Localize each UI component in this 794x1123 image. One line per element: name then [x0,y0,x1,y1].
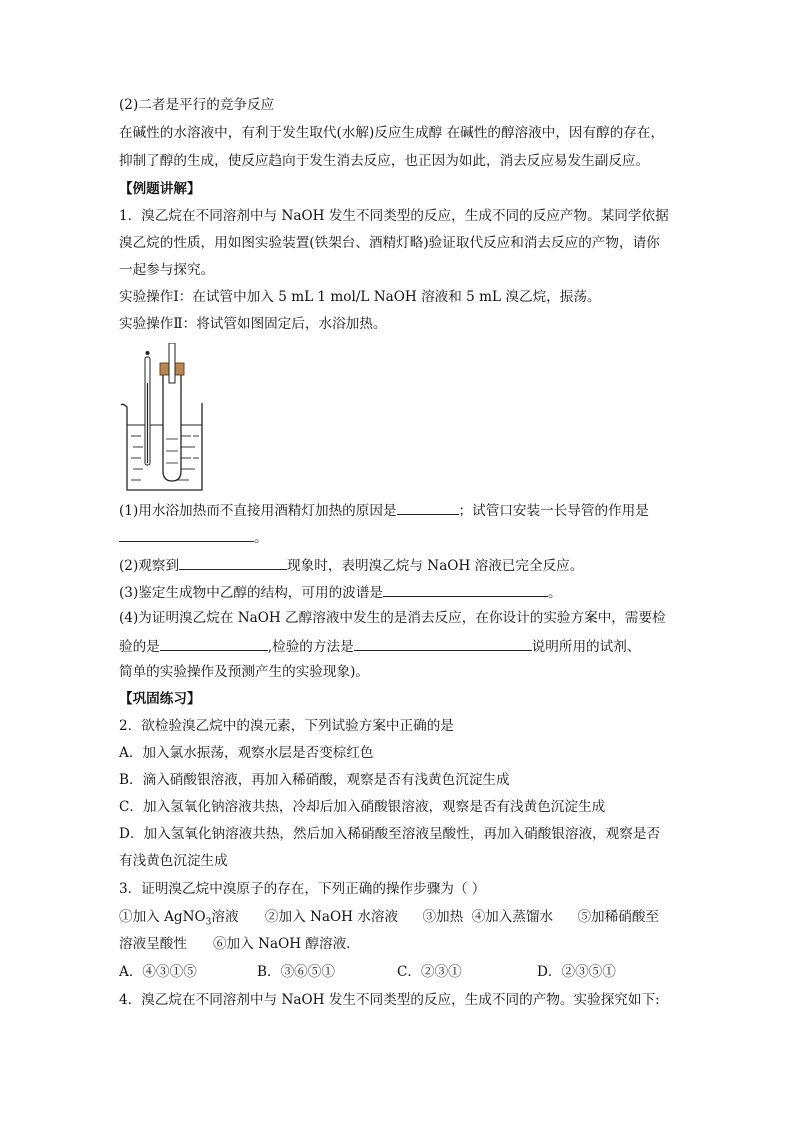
q4-line1: 4．溴乙烷在不同溶剂中与 NaOH 发生不同类型的反应，生成不同的产物。实验探究如下: [119,992,660,1008]
operation-1: 实验操作Ⅰ：在试管中加入 5 mL 1 mol/L NaOH 溶液和 5 mL 溴乙烷，振荡。 [119,289,601,305]
q1-sub4-text-c: 说明所用的试剂、 [531,639,641,655]
q3-step-6: ⑥加入 NaOH 醇溶液． [212,936,360,952]
q2-option-d-line2: 有浅黄色沉淀生成 [119,853,228,869]
q2-option-c: C．加入氢氧化钠溶液共热，冷却后加入硝酸银溶液，观察是否有浅黄色沉淀生成 [119,799,606,815]
q2-stem: 2．欲检验溴乙烷中的溴元素，下列试验方案中正确的是 [119,718,454,734]
q1-sub1-line [119,500,649,520]
answer-blank-4[interactable] [383,582,548,597]
q2-option-a: A．加入氯水振荡，观察水层是否变棕红色 [119,745,374,761]
answer-blank-1[interactable] [397,500,459,515]
q1-sub4-line2 [119,636,640,656]
practice-heading: 【巩固练习】 [119,691,201,707]
answer-blank-6[interactable] [354,636,532,651]
q1-sub2-text-a: (2)观察到 [119,558,180,574]
water-bath-apparatus-figure [119,343,209,495]
q2-option-d-line1: D．加入氢氧化钠溶液共热，然后加入稀硝酸至溶液呈酸性，再加入硝酸银溶液，观察是否 [119,826,661,842]
q1-sub1-text-b: ；试管口安装一长导管的作用是 [458,503,649,519]
q3-step-3: ③加热 [422,909,464,925]
q1-sub1-end: 。 [254,530,268,546]
answer-blank-2[interactable] [119,527,254,542]
para1-line1: 在碱性的水溶液中，有利于发生取代(水解)反应生成醇 在碱性的醇溶液中，因有醇的存在， [119,125,665,141]
q1-sub3-text-a: (3)鉴定生成物中乙醇的结构，可用的波谱是 [119,585,383,601]
q3-step-5-end: 溶液呈酸性 [119,936,187,952]
section2-title: (2)二者是平行的竞争反应 [119,97,275,113]
q3-option-b: B．③⑥⑤① [257,964,335,980]
q1-sub1-text-a: (1)用水浴加热而不直接用酒精灯加热的原因是 [119,503,397,519]
para1-line2: 抑制了醇的生成，使反应趋向于发生消去反应，也正因为如此，消去反应易发生副反应。 [119,153,650,169]
q1-sub3-line [119,582,562,602]
q1-sub1-line2 [119,527,268,547]
q3-step-2: ②加入 NaOH 水溶液 [264,909,399,925]
q3-option-d: D．②③⑤① [537,964,616,980]
q3-steps-line1 [119,908,659,932]
q2-option-b: B．滴入硝酸银溶液，再加入稀硝酸，观察是否有浅黄色沉淀生成 [119,772,510,788]
q1-line2: 溴乙烷的性质，用如图实验装置(铁架台、酒精灯略)验证取代反应和消去反应的产物，请你 [119,235,660,251]
q3-step-5: ⑤加稀硝酸至 [577,909,660,925]
q1-sub2-line [119,555,583,575]
q3-stem: 3．证明溴乙烷中溴原子的存在，下列正确的操作步骤为（ ） [119,881,486,897]
answer-blank-5[interactable] [160,636,268,651]
q1-line1: 1．溴乙烷在不同溶剂中与 NaOH 发生不同类型的反应，生成不同的反应产物。某同学依据 [119,208,669,224]
operation-2: 实验操作Ⅱ：将试管如图固定后，水浴加热。 [119,316,387,332]
q1-sub4-text-a: 验的是 [119,639,160,655]
q3-step-4: ④加入蒸馏水 [471,909,554,925]
example-heading: 【例题讲解】 [119,181,201,197]
q3-option-a: A．④③①⑤ [119,964,197,980]
q1-line3: 一起参与探究。 [119,262,215,278]
q1-sub4-text-b: ,检验的方法是 [267,639,354,655]
q3-step-1-end: 溶液 [211,909,239,925]
q3-options [119,963,616,981]
q1-sub4-line1: (4)为证明溴乙烷在 NaOH 乙醇溶液中发生的是消去反应，在你设计的实验方案中，需要检 [119,610,666,626]
q1-sub4-line3: 简单的实验操作及预测产生的实验现象)。 [119,664,369,680]
q3-step-1-subscript: 3 [205,917,212,928]
q3-steps-line2 [119,935,360,953]
q1-sub3-text-b: 。 [547,585,562,601]
q3-option-c: C．②③① [397,964,462,980]
q1-sub2-text-b: 现象时，表明溴乙烷与 NaOH 溶液已完全反应。 [287,558,584,574]
q3-step-1: ①加入 AgNO [119,909,206,925]
answer-blank-3[interactable] [179,555,287,570]
